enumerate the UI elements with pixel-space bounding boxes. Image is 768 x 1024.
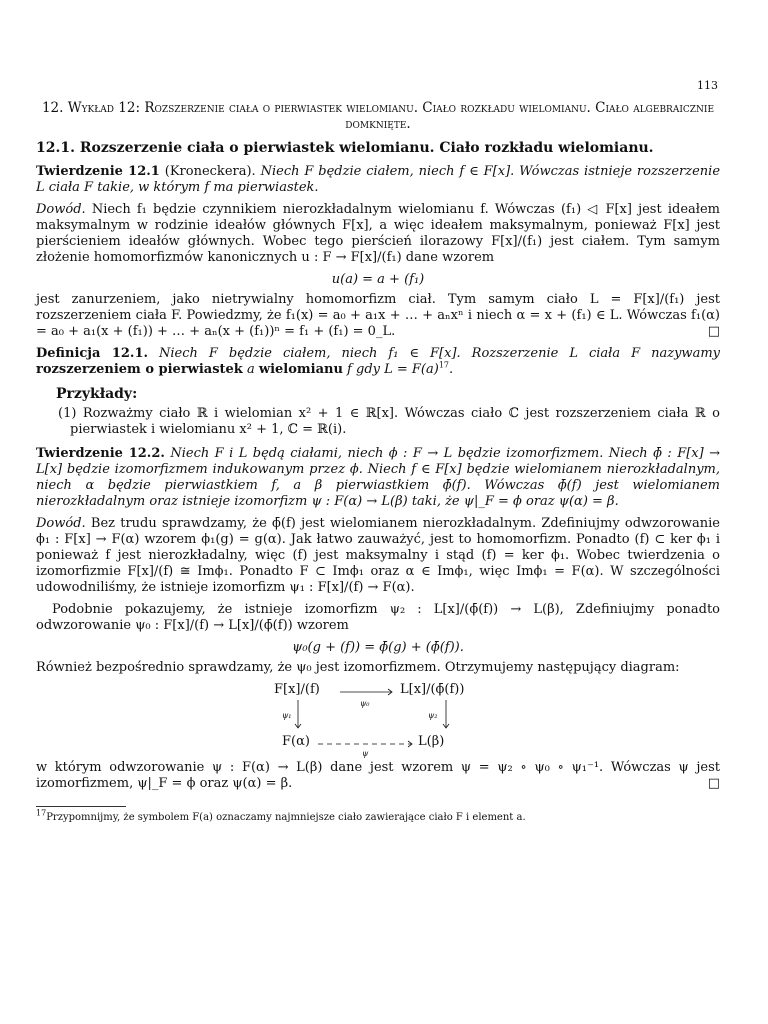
diagram-node-bottom-left: F(α) [282,734,310,749]
proof-label: Dowód. [36,202,86,217]
footnote [36,808,720,824]
definition-end: . [449,362,454,377]
definition-term: rozszerzeniem o pierwiastek [36,362,243,377]
qed-symbol: □ [707,776,720,791]
section-title: 12.1. Rozszerzenie ciała o pierwiastek wielomianu. Ciało rozkładu wielomianu. [36,140,654,156]
theorem-statement: Niech F i L będą ciałami, niech ϕ : F → L będzie izomorfizmem. Niech ϕ̄ : F[x] → L[x] będzie izomorfizmem indukowanym przez ϕ. Niech f ∈ F[x] będzie wielomianem nierozkładalnym, niech α będzie pierwiastkiem f, a β pierwiastkiem ϕ̄(f). Wówczas ϕ̄(f) jest wielomianem nierozkładalnym oraz istnieje izomorfizm ψ : F(α) → L(β) taki, że ψ|_F = ϕ oraz ψ(α) = β. [36,446,721,509]
theorem-label: Twierdzenie 12.2. [36,446,165,461]
theorem-12-1 [36,164,720,196]
proof-12-2-part4 [36,760,720,792]
footnote-rule [36,806,126,807]
diagram-node-top-right: L[x]/(ϕ̄(f)) [400,682,465,697]
proof-12-1-part1 [36,202,720,266]
theorem-name: (Kroneckera). [164,164,256,179]
footnote-text: Przypomnijmy, że symbolem F(a) oznaczamy najmniejsze ciało zawierające ciało F i element a. [46,812,526,823]
proof-12-2-part2: Podobnie pokazujemy, że istnieje izomorfizm ψ₂ : L[x]/(ϕ̄(f)) → L(β), Zdefiniujmy ponadto odwzorowanie ψ₀ : F[x]/(f) → L[x]/(ϕ̄(f)) wzorem [36,602,720,633]
definition-tail: f gdy L = F(a) [347,362,439,377]
diagram-node-top-left: F[x]/(f) [274,682,320,697]
diagram-label-right: ψ₂ [428,711,438,720]
footnote-number: 17 [36,808,47,818]
proof-label: Dowód. [36,516,86,531]
proof-12-1-part2 [36,292,720,340]
definition-term-2: wielomianu [258,362,343,377]
proof-12-2-part1 [36,516,720,596]
examples-heading: Przykłady: [56,386,138,402]
qed-symbol: □ [707,324,720,339]
definition-12-1 [36,346,720,378]
definition-term-var: a [246,362,255,377]
theorem-statement: Niech F będzie ciałem, niech f ∈ F[x]. Wówczas istnieje rozszerzenie L ciała F takie, w którym f ma pierwiastek. [36,164,721,195]
diagram-label-left: ψ₁ [282,711,292,720]
proof-text: Niech f₁ będzie czynnikiem nierozkładalnym wielomianu f. Wówczas (f₁) ◁ F[x] jest ideałem maksymalnym w rodzinie ideałów głównych F[x], a więc ideałem maksymalnym, ponieważ F[x] jest pierścieniem ideałów głównych. Wobec tego pierścień ilorazowy F[x]/(f₁) jest ciałem. Tym samym złożenie homomorfizmów kanonicznych u : F → F[x]/(f₁) dane wzorem [36,202,720,265]
diagram-label-top: ψ₀ [360,699,370,708]
theorem-label: Twierdzenie 12.1 [36,164,160,179]
display-equation: ψ₀(g + (f)) = ϕ̄(g) + (ϕ̄(f)). [292,640,464,655]
definition-text: Niech F będzie ciałem, niech f₁ ∈ F[x]. Rozszerzenie L ciała F nazywamy [159,346,720,361]
proof-12-2-part3: Również bezpośrednio sprawdzamy, że ψ₀ jest izomorfizmem. Otrzymujemy następujący diagram: [36,660,680,675]
chapter-title: 12. Wykład 12: Rozszerzenie ciała o pierwiastek wielomianu. Ciało rozkładu wielomianu. Ciało algebraicznie domknięte. [41,100,715,132]
footnote-mark: 17 [438,360,450,370]
commutative-diagram [268,682,488,758]
proof-text: Bez trudu sprawdzamy, że ϕ̄(f) jest wielomianem nierozkładalnym. Zdefiniujmy odwzorowanie ϕ₁ : F[x] → F(α) wzorem ϕ₁(g) = g(α). Jak łatwo zauważyć, jest to homomorfizm. Ponadto (f) ⊂ ker ϕ₁ i ponieważ f jest nierozkładalny, więc (f) jest maksymalny i stąd (f) = ker ϕ₁. Wobec twierdzenia o izomorfizmie F[x]/(f) ≅ Imϕ₁. Ponadto F ⊂ Imϕ₁ oraz α ∈ Imϕ₁, więc Imϕ₁ = F(α). W szczególności udowodniliśmy, że istnieje izomorfizm ψ₁ : F[x]/(f) → F(α). [36,516,720,595]
diagram-node-bottom-right: L(β) [418,734,445,749]
example-item: (1) Rozważmy ciało ℝ i wielomian x² + 1 ∈ ℝ[x]. Wówczas ciało ℂ jest rozszerzeniem ciała ℝ o pierwiastek i wielomianu x² + 1, ℂ = ℝ(i). [58,406,720,437]
diagram-arrows [268,682,488,754]
proof-text: w którym odwzorowanie ψ : F(α) → L(β) dane jest wzorem ψ = ψ₂ ∘ ψ₀ ∘ ψ₁⁻¹. Wówczas ψ jest izomorfizmem, ψ|_F = ϕ oraz ψ(α) = β. [36,760,720,791]
page-body [36,76,720,824]
proof-text: jest zanurzeniem, jako nietrywialny homomorfizm ciał. Tym samym ciało L = F[x]/(f₁) jest rozszerzeniem ciała F. Powiedzmy, że f₁(x) = a₀ + a₁x + … + aₙxⁿ i niech α = x + (f₁) ∈ L. Wówczas f₁(α) = a₀ + a₁(x + (f₁)) + … + aₙ(x + (f₁))ⁿ = f₁ + (f₁) = 0_L. [36,292,720,339]
theorem-12-2 [36,446,720,510]
display-equation: u(a) = a + (f₁) [331,272,425,287]
diagram-label-bottom: ψ [362,749,369,758]
page-number: 113 [697,79,718,92]
definition-label: Definicja 12.1. [36,346,149,361]
